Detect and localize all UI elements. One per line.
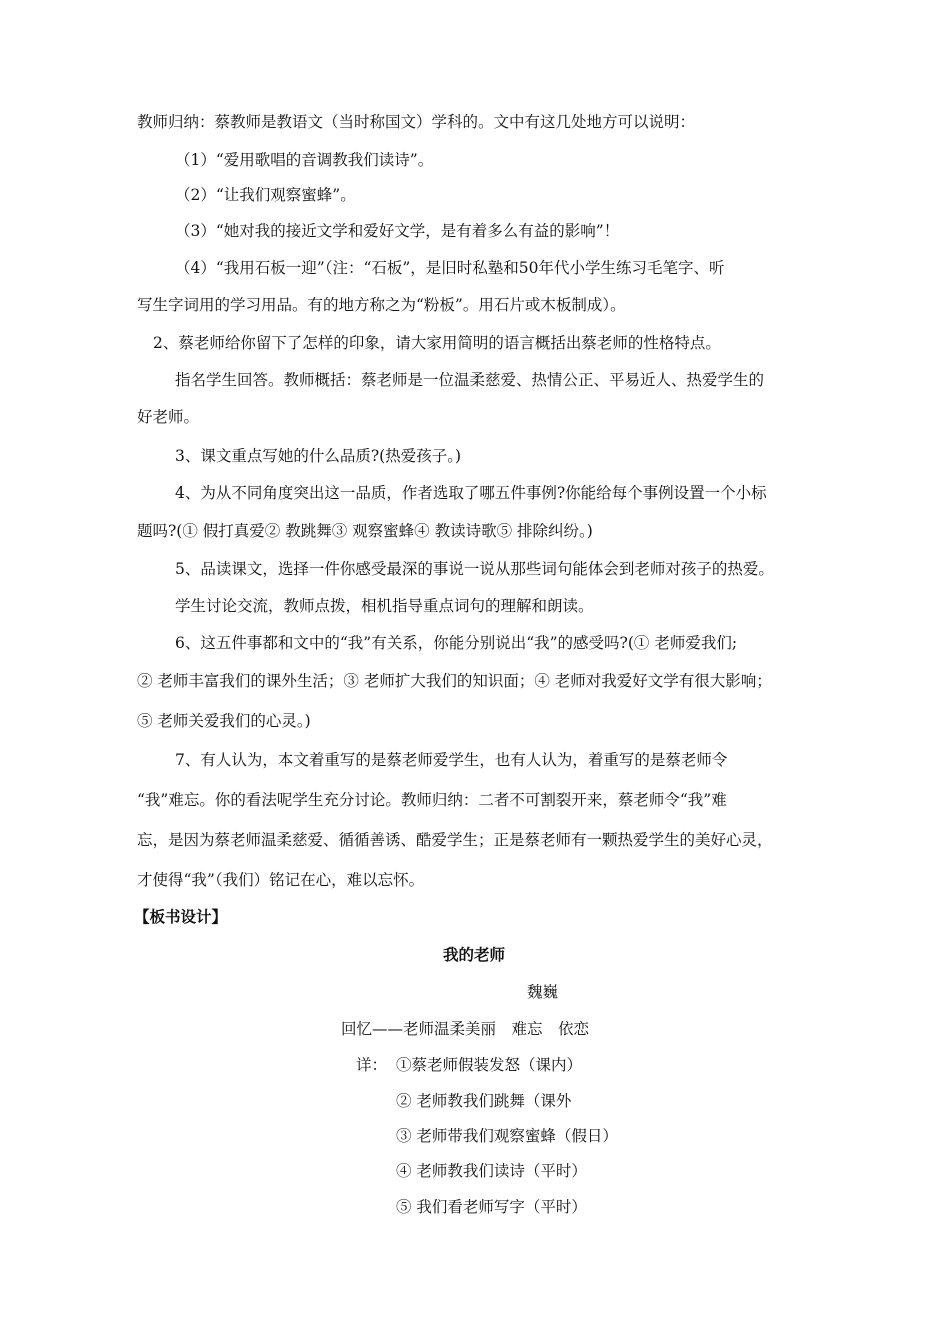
- paragraph: 学生讨论交流，教师点拨，相机指导重点词句的理解和朗读。: [175, 597, 594, 615]
- question-7-continued: “我”难忘。你的看法呢学生充分讨论。教师归纳：二者不可割裂开来，蔡老师令“我”难: [137, 791, 727, 809]
- question-7-continued: 忘，是因为蔡老师温柔慈爱、循循善诱、酷爱学生；正是蔡老师有一颗热爱学生的美好心灵，: [137, 831, 773, 849]
- question-6: 6、这五件事都和文中的“我”有关系，你能分别说出“我”的感受吗?(① 老师爱我们;: [175, 634, 738, 652]
- question-7: 7、有人认为，本文着重写的是蔡老师爱学生，也有人认为，着重写的是蔡老师令: [175, 751, 728, 769]
- board-item: ①蔡老师假装发怒（课内）: [396, 1056, 583, 1074]
- board-detail-label: 详：: [356, 1056, 388, 1074]
- question-6-continued: ⑤ 老师关爱我们的心灵。): [137, 712, 311, 730]
- list-item: （1）“爱用歌唱的音调教我们读诗”。: [175, 151, 434, 169]
- question-4: 4、为从不同角度突出这一品质，作者选取了哪五件事例?你能给每个事例设置一个小标: [175, 484, 767, 502]
- paragraph-continued: 好老师。: [137, 408, 200, 426]
- board-item: ⑤ 我们看老师写字（平时）: [396, 1198, 587, 1216]
- section-heading: 【板书设计】: [134, 908, 228, 926]
- board-author: 魏巍: [527, 983, 559, 1001]
- list-item: （2）“让我们观察蜜蜂”。: [175, 186, 356, 204]
- board-item: ② 老师教我们跳舞（课外: [396, 1092, 572, 1110]
- board-item: ④ 老师教我们读诗（平时）: [396, 1162, 587, 1180]
- paragraph: 指名学生回答。教师概括：蔡老师是一位温柔慈爱、热情公正、平易近人、热爱学生的: [175, 371, 765, 389]
- question-6-continued: ② 老师丰富我们的课外生活；③ 老师扩大我们的知识面；④ 老师对我爱好文学有很大影响；: [137, 672, 772, 690]
- question-7-continued: 才使得“我”（我们）铭记在心，难以忘怀。: [137, 871, 425, 889]
- list-item-continued: 写生字词用的学习用品。有的地方称之为“粉板”。用石片或木板制成）。: [137, 296, 626, 314]
- list-item: （3）“她对我的接近文学和爱好文学，是有着多么有益的影响”！: [175, 222, 620, 240]
- question-2: 2、蔡老师给你留下了怎样的印象，请大家用简明的语言概括出蔡老师的性格特点。: [153, 334, 721, 352]
- question-3: 3、课文重点写她的什么品质?(热爱孩子。): [175, 447, 462, 465]
- board-title: 我的老师: [443, 946, 506, 964]
- question-4-continued: 题吗?(① 假打真爱② 教跳舞③ 观察蜜蜂④ 教读诗歌⑤ 排除纠纷。): [137, 522, 593, 540]
- board-recall-line: 回忆——老师温柔美丽 难忘 依恋: [341, 1020, 590, 1038]
- list-item: （4）“我用石板一迎”（注：“石板”，是旧时私塾和50年代小学生练习毛笔字、听: [175, 259, 725, 277]
- paragraph-summary: 教师归纳：蔡教师是教语文（当时称国文）学科的。文中有这几处地方可以说明：: [137, 113, 696, 131]
- board-item: ③ 老师带我们观察蜜蜂（假日）: [396, 1127, 618, 1145]
- question-5: 5、品读课文，选择一件你感受最深的事说一说从那些词句能体会到老师对孩子的热爱。: [175, 560, 774, 578]
